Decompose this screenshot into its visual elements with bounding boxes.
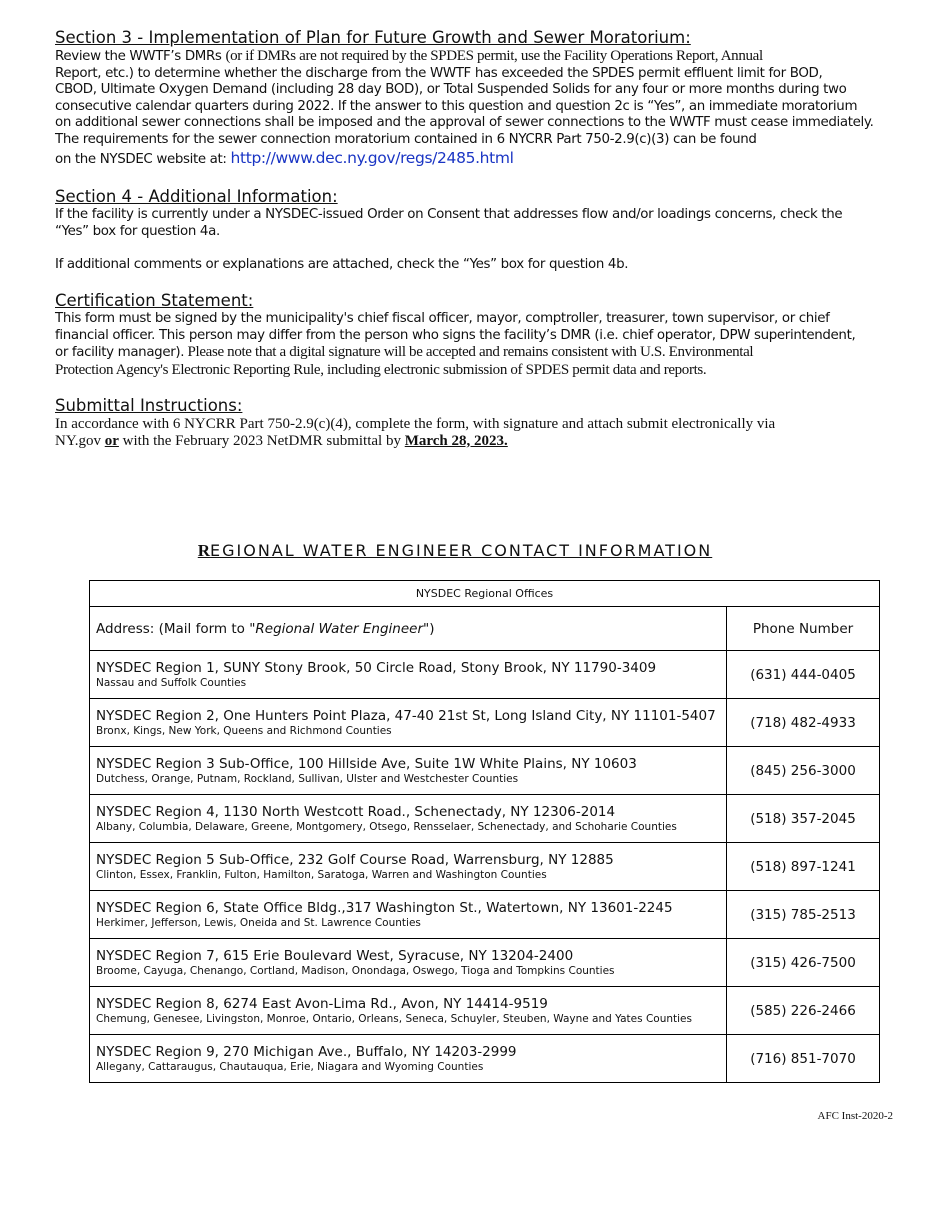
certification-line: or facility manager). Please note that a digital signature will be accepted and remains consistent with U.S. Environmental <box>55 344 754 361</box>
section-3-website-line: on the NYSDEC website at: http://www.dec.ny.gov/regs/2485.html <box>55 148 514 167</box>
submittal-section <box>55 396 875 449</box>
section-3 <box>55 28 875 168</box>
table-caption: NYSDEC Regional Offices <box>90 581 880 607</box>
office-counties: Allegany, Cattaraugus, Chautauqua, Erie, Niagara and Wyoming Counties <box>96 1060 484 1073</box>
section-3-line: The requirements for the sewer connection moratorium contained in 6 NYCRR Part 750-2.9(c)(3) can be found <box>55 131 757 147</box>
table-row <box>90 939 880 987</box>
office-counties: Bronx, Kings, New York, Queens and Richmond Counties <box>96 724 392 737</box>
office-phone: (631) 444-0405 <box>727 651 880 699</box>
section-3-heading: Section 3 - Implementation of Plan for Future Growth and Sewer Moratorium: <box>55 28 691 47</box>
table-row <box>90 987 880 1035</box>
submittal-deadline: March 28, 2023. <box>404 432 508 449</box>
office-address: NYSDEC Region 3 Sub-Office, 100 Hillside Ave, Suite 1W White Plains, NY 10603 <box>96 755 637 772</box>
office-counties: Chemung, Genesee, Livingston, Monroe, Ontario, Orleans, Seneca, Schuyler, Steuben, Wayne and Yates Counties <box>96 1012 692 1025</box>
section-3-body <box>55 48 875 168</box>
office-counties: Herkimer, Jefferson, Lewis, Oneida and St. Lawrence Counties <box>96 916 421 929</box>
section-3-line: Report, etc.) to determine whether the discharge from the WWTF has exceeded the SPDES permit effluent limit for BOD, <box>55 65 823 81</box>
office-phone: (718) 482-4933 <box>727 699 880 747</box>
section-3-line: on additional sewer connections shall be imposed and the approval of sewer connections to the WWTF must cease immediately. <box>55 115 874 131</box>
office-address: NYSDEC Region 2, One Hunters Point Plaza, 47-40 21st St, Long Island City, NY 11101-5407 <box>96 707 716 724</box>
office-phone: (716) 851-7070 <box>727 1035 880 1083</box>
certification-line: Protection Agency's Electronic Reporting Rule, including electronic submission of SPDES permit data and reports. <box>55 361 707 378</box>
section-4-para2: If additional comments or explanations are attached, check the “Yes” box for question 4b. <box>55 257 629 273</box>
moratorium-regulation-link[interactable]: http://www.dec.ny.gov/regs/2485.html <box>230 148 514 167</box>
table-row <box>90 699 880 747</box>
office-address: NYSDEC Region 5 Sub-Office, 232 Golf Course Road, Warrensburg, NY 12885 <box>96 851 614 868</box>
submittal-heading: Submittal Instructions: <box>55 396 243 415</box>
office-phone: (518) 357-2045 <box>727 795 880 843</box>
certification-line: This form must be signed by the municipality's chief fiscal officer, mayor, comptroller, treasurer, town supervisor, or chief <box>55 311 830 326</box>
office-phone: (585) 226-2466 <box>727 987 880 1035</box>
office-address: NYSDEC Region 9, 270 Michigan Ave., Buffalo, NY 14203-2999 <box>96 1043 517 1060</box>
office-counties: Clinton, Essex, Franklin, Fulton, Hamilton, Saratoga, Warren and Washington Counties <box>96 868 547 881</box>
table-header-row <box>90 607 880 651</box>
table-row <box>90 651 880 699</box>
contact-info-title: REGIONAL WATER ENGINEER CONTACT INFORMATION <box>197 541 713 560</box>
office-phone: (518) 897-1241 <box>727 843 880 891</box>
section-3-line: consecutive calendar quarters during 2022. If the answer to this question and question 2c is “Yes”, an immediate moratorium <box>55 98 858 114</box>
section-3-line: Review the WWTF’s DMRs (or if DMRs are not required by the SPDES permit, use the Facility Operations Report, Annual <box>55 48 763 64</box>
office-phone: (845) 256-3000 <box>727 747 880 795</box>
office-counties: Nassau and Suffolk Counties <box>96 676 247 689</box>
section-4 <box>55 187 875 274</box>
table-row <box>90 843 880 891</box>
submittal-line2: NY.gov or with the February 2023 NetDMR submittal by March 28, 2023. <box>55 432 508 449</box>
office-counties: Albany, Columbia, Delaware, Greene, Montgomery, Otsego, Rensselaer, Schenectady, and Schoharie Counties <box>96 820 677 833</box>
section-4-para1-line1: If the facility is currently under a NYSDEC-issued Order on Consent that addresses flow and/or loadings concerns, check the <box>55 207 843 222</box>
table-row <box>90 891 880 939</box>
section-4-heading: Section 4 - Additional Information: <box>55 187 338 206</box>
submittal-line1: In accordance with 6 NYCRR Part 750-2.9(c)(4), complete the form, with signature and attach submit electronically via <box>55 416 776 432</box>
certification-line: financial officer. This person may differ from the person who signs the facility’s DMR (i.e. chief operator, DPW superintendent, <box>55 327 856 343</box>
table-caption-row <box>90 581 880 607</box>
office-address: NYSDEC Region 8, 6274 East Avon-Lima Rd., Avon, NY 14414-9519 <box>96 995 548 1012</box>
office-address: NYSDEC Region 7, 615 Erie Boulevard West, Syracuse, NY 13204-2400 <box>96 947 574 964</box>
office-address: NYSDEC Region 4, 1130 North Westcott Road., Schenectady, NY 12306-2014 <box>96 803 616 820</box>
table-row <box>90 747 880 795</box>
table-row <box>90 1035 880 1083</box>
office-counties: Dutchess, Orange, Putnam, Rockland, Sullivan, Ulster and Westchester Counties <box>96 772 519 785</box>
certification-heading: Certification Statement: <box>55 291 254 310</box>
header-phone: Phone Number <box>727 607 880 651</box>
office-address: NYSDEC Region 6, State Office Bldg.,317 Washington St., Watertown, NY 13601-2245 <box>96 899 673 916</box>
office-phone: (315) 426-7500 <box>727 939 880 987</box>
form-id-footer: AFC Inst-2020-2 <box>817 1110 893 1122</box>
office-address: NYSDEC Region 1, SUNY Stony Brook, 50 Circle Road, Stony Brook, NY 11790-3409 <box>96 659 657 676</box>
office-counties: Broome, Cayuga, Chenango, Cortland, Madison, Onondaga, Oswego, Tioga and Tompkins Counties <box>96 964 615 977</box>
certification-section <box>55 291 875 378</box>
office-phone: (315) 785-2513 <box>727 891 880 939</box>
submittal-or: or <box>104 432 119 449</box>
section-3-line: CBOD, Ultimate Oxygen Demand (including 28 day BOD), or Total Suspended Solids for any four or more months during two <box>55 82 847 98</box>
table-row <box>90 795 880 843</box>
regional-offices-table <box>89 580 880 1083</box>
section-4-para1-line2: “Yes” box for question 4a. <box>55 223 220 239</box>
header-address: Address: (Mail form to "Regional Water Engineer") <box>90 607 727 651</box>
